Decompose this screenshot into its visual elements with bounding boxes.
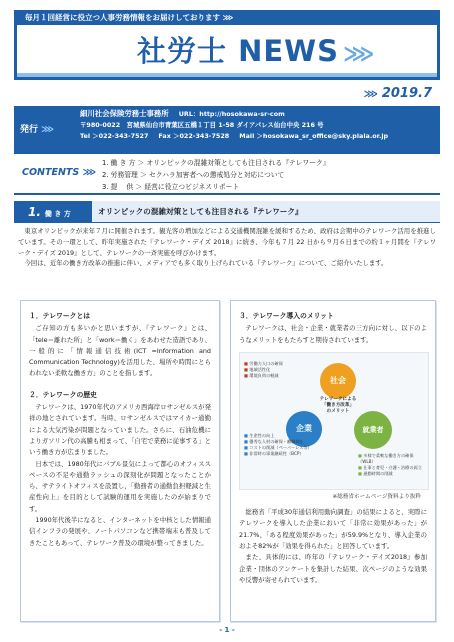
right-column (230, 300, 436, 622)
publisher-details (80, 108, 436, 142)
merit-item: ■ 通勤時間の削減 (358, 471, 428, 477)
company-merits-list (244, 433, 312, 457)
worker-circle: 就業者 (354, 411, 392, 449)
center-line: のメリット (326, 408, 350, 414)
section-header (14, 201, 440, 223)
body-paragraph: テレワークは、1970年代のアメリカ西海岸ロサンゼルスが発祥の地とされています。当時、ロサンゼルスではマイカー通勤による大気汚染が問題となっていました。さらに、石油危機によりガソリン代の高騰も相まって、「自宅で業務に従事する」という働き方が広まりました。 (29, 403, 211, 457)
merit-item: ■ 労働力人口の確保 (244, 361, 283, 367)
merit-item: ■ 仕事と育児・介護・治療の両立 (358, 465, 428, 471)
center-line: 「働き方改革」 (321, 402, 355, 408)
contents-item[interactable]: 3. 提 供 ＞ 経営に役立つビジネスリポート (102, 183, 240, 191)
merit-item: ■ 環境負荷の軽減 (244, 373, 283, 379)
section-category: 働 き 方 (44, 210, 71, 218)
heading-history: ２．テレワークの歴史 (29, 390, 97, 399)
merit-item: ■ 地域活性化 (244, 367, 283, 373)
contents-item[interactable]: 2. 労務管理 ＞ セクハラ加害者への懲戒処分と対応について (102, 171, 285, 179)
issue-date (364, 86, 432, 101)
banner-tagline: 毎月１回経営に役立つ人事労務情報をお届けしております ⋙ (15, 11, 439, 25)
diagram-source-note: ※総務省ホームページ資料より抜粋 (332, 493, 421, 500)
merit-item: ■ 多様で柔軟な働き方の確保（WLB） (358, 453, 428, 465)
society-circle: 社会 (320, 363, 356, 399)
arrows-icon: ⋙ (82, 167, 97, 178)
intro-paragraph: 東京オリンピックが来年７月に開催されます。観光客の増加などによる交通機関混雑を緩和するため、政府は会期中のテレワーク活用を推進しています。その一環として、昨年実施された『テレワーク・デイズ 2018』に続き、今年も７月 22 日から９月６日までの約１ヶ月間を『テレワーク・デイズ 2019』として、テレワークの一斉実施を呼びかけます。 (18, 227, 436, 257)
contents-list (102, 157, 330, 193)
society-merits-list (244, 361, 283, 379)
office-mail[interactable]: Mail ＞hosokawa_sr_office@sky.plala.or.jp (239, 132, 389, 140)
merits-diagram (239, 352, 429, 490)
masthead-banner (14, 10, 440, 80)
banner-strip (17, 73, 437, 77)
body-paragraph: 日本では、1980年代にバブル景気によって都心のオフィススペースの不足や通勤ラッシュの深刻化が問題となったことから、サテライトオフィスを設置し、「勤務者の通勤負担軽減と生産性向上」を目的として試験的運用を実施したのが始まりです。 (29, 459, 211, 513)
merit-item: ■ コストの削減（ペーパーレス等） (244, 445, 312, 451)
section-number (14, 201, 92, 223)
center-line: テレワークによる (319, 396, 357, 402)
arrows-icon: ⋙ (41, 125, 54, 135)
body-paragraph: 1990年代後半になると、インターネットを中核とした情報通信インフラの発展や、ノートパソコンなど携帯端末も普及してきたこともあって、テレワーク普及の環境が整ってきました。 (29, 516, 211, 547)
body-paragraph: ご存知の方も多いかと思いますが、『テレワーク』とは、「tele＝離れた所」と「work＝働く」をあわせた造語であり、一般的に「情報通信技術(ICT =Information and Communication Technology)を活用した、場所や時間にとらわれない柔軟な働き方」のことを指します。 (29, 324, 211, 378)
section-title: オリンピックの混雑対策としても注目される『テレワーク』 (98, 207, 303, 216)
intro-paragraph: 今回は、近年の働き方改革の推進に伴い、メディアでも多く取り上げられている『テレワーク』について、ご紹介いたします。 (24, 259, 388, 268)
office-name: 細川社会保険労務士事務所 (80, 109, 169, 118)
masthead-title-text: 社労士 NEWS (137, 34, 340, 68)
office-tel: Tel ＞022-343-7527 (80, 132, 149, 140)
heading-merits: ３．テレワーク導入のメリット (239, 312, 334, 320)
arrows-icon: ⋙ (343, 42, 376, 67)
publisher-block (14, 106, 440, 154)
contents-label (22, 167, 96, 178)
publisher-label-text: 発行 (20, 125, 39, 135)
body-paragraph: また、具体的には、昨年の『テレワーク・デイズ2018』参加企業・団体のアンケートを集計した結果、次ページのような効果や反響が寄せられています。 (239, 553, 427, 584)
office-url[interactable]: URL：http://hosokawa-sr-com (178, 110, 285, 118)
publisher-label (20, 122, 54, 135)
merit-item: ■ 非常時の事業継続性（BCP） (244, 451, 312, 457)
intro-text (18, 226, 436, 269)
worker-merits-list (358, 453, 428, 477)
office-fax: Fax ＞022-343-7528 (158, 132, 230, 140)
issue-date-text: 2019.7 (381, 86, 432, 101)
merit-item: ■ 優秀な人材の確保・離職抑止 (244, 439, 312, 445)
diagram-center-label (316, 397, 360, 427)
company-circle: 企業 (286, 411, 322, 447)
body-paragraph: テレワークは、社会・企業・就業者の三方向に対し、以下のようなメリットをもたらすと期待されています。 (239, 324, 427, 344)
contents-item[interactable]: 1. 働 き 方 ＞ オリンピックの混雑対策としても注目される『テレワーク』 (102, 159, 330, 167)
contents-block (14, 155, 440, 195)
page-number: - 1 - (219, 626, 235, 634)
heading-what-is-telework: １．テレワークとは (29, 312, 91, 320)
merit-item: ■ 生産性の向上 (244, 433, 312, 439)
office-address: 〒980-0022 宮城県仙台市青葉区五橋１丁目 1-58 ダイアパレス仙台中央 216 号 (80, 121, 324, 129)
body-paragraph: 総務省「平成30年通信利用動向調査」の結果によると、実際にテレワークを導入した企業において「非常に効果があった」が21.7%、「ある程度効果があった」が59.9%となり、導入企業のおよそ82%が「効果を得られた」と回答しています。 (239, 508, 427, 551)
arrows-icon: ⋙ (363, 89, 378, 100)
banner-main (17, 25, 437, 77)
masthead-title (137, 29, 375, 70)
contents-label-text: CONTENTS (22, 167, 80, 178)
section-number-text: 1. (28, 205, 41, 219)
left-column (20, 300, 220, 622)
